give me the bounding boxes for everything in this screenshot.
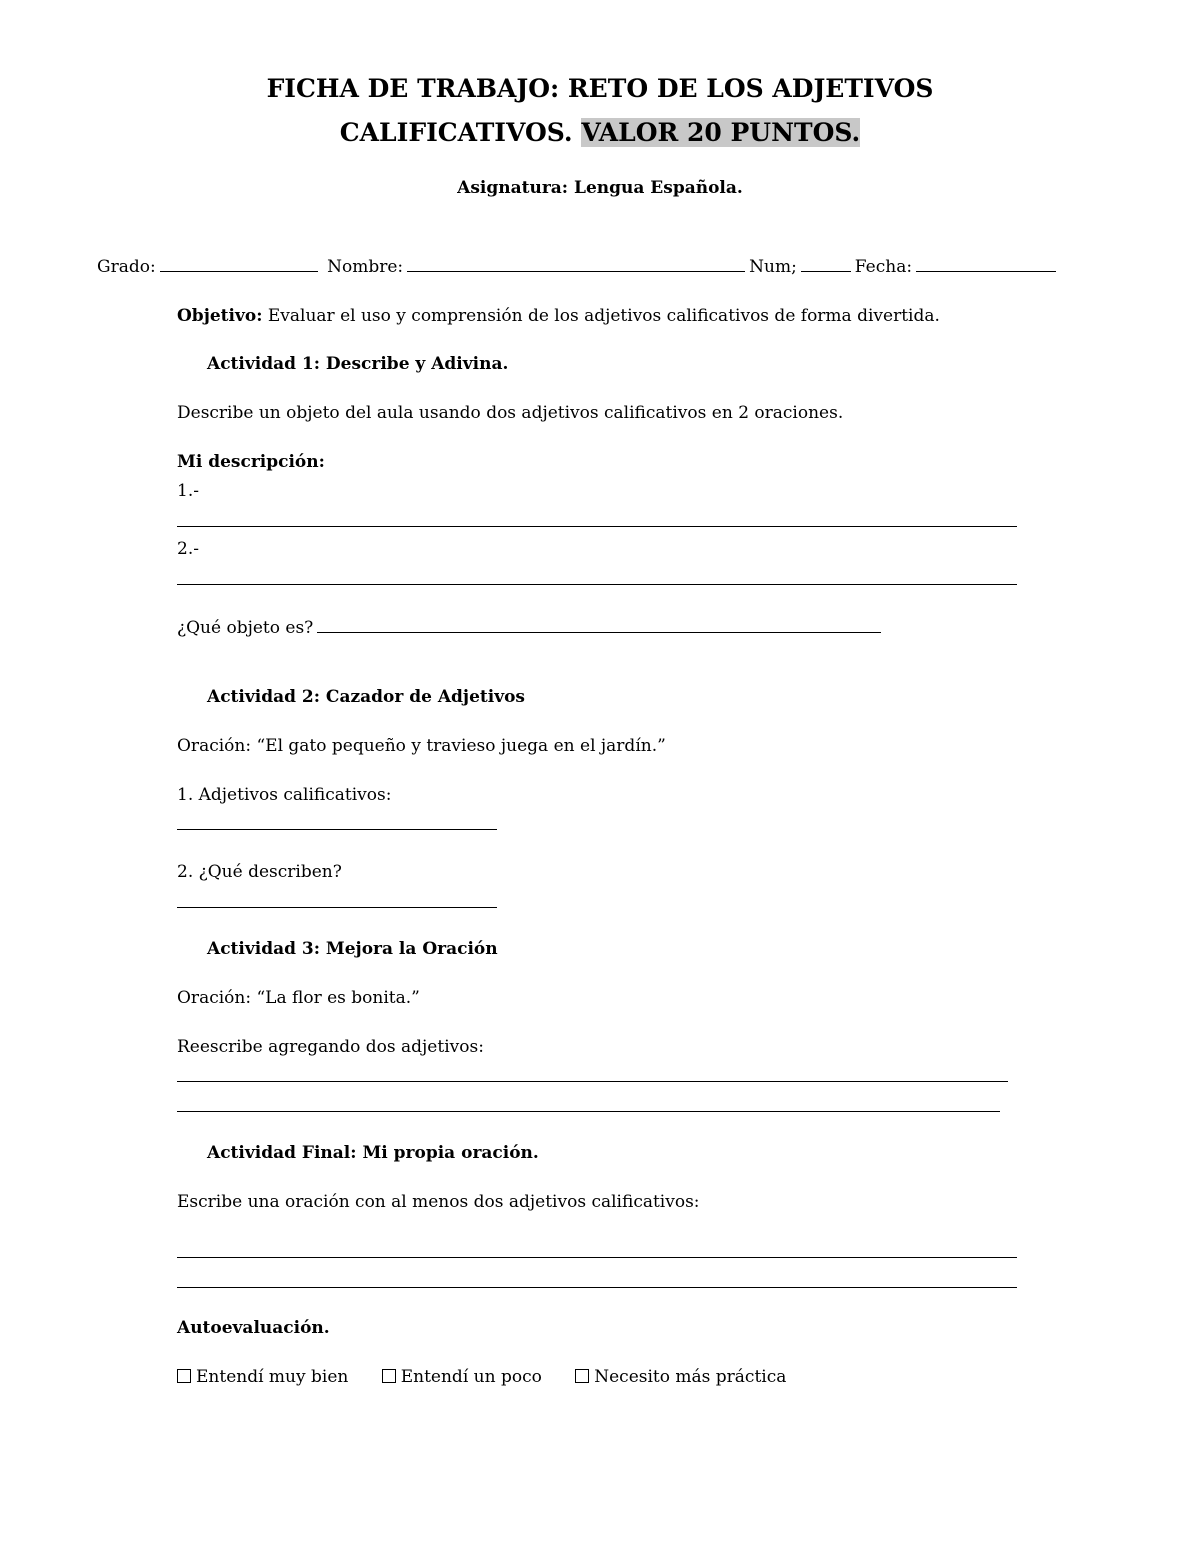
activity1-line-1[interactable] — [177, 526, 1017, 527]
title-line-2 — [0, 118, 1200, 148]
activity3-line-1[interactable] — [177, 1081, 1008, 1082]
title-line-1: FICHA DE TRABAJO: RETO DE LOS ADJETIVOS — [266, 74, 934, 103]
activity1-question — [177, 616, 885, 639]
activity1-title: Actividad 1: Describe y Adivina. — [207, 354, 509, 374]
activity1-question-text: ¿Qué objeto es? — [177, 618, 314, 638]
grado-blank[interactable] — [160, 255, 318, 272]
self-eval-options — [177, 1366, 814, 1388]
activity2-q2-line[interactable] — [177, 907, 497, 908]
fecha-blank[interactable] — [916, 255, 1056, 272]
activity1-desc-label: Mi descripción: — [177, 452, 325, 472]
activity3-sentence: Oración: “La flor es bonita.” — [177, 988, 420, 1008]
self-eval-option-3[interactable]: Necesito más práctica — [575, 1367, 786, 1387]
activity2-q1-line[interactable] — [177, 829, 497, 830]
checkbox-icon[interactable] — [575, 1369, 589, 1383]
nombre-label: Nombre: — [327, 257, 404, 277]
nombre-blank[interactable] — [407, 255, 745, 272]
grado-label: Grado: — [97, 257, 156, 277]
checkbox-icon[interactable] — [382, 1369, 396, 1383]
self-eval-option-1[interactable]: Entendí muy bien — [177, 1367, 348, 1387]
objective-text: Evaluar el uso y comprensión de los adjetivos calificativos de forma divertida. — [267, 306, 940, 326]
title-calificativos: CALIFICATIVOS. — [339, 118, 573, 147]
activity1-item1-label: 1.- — [177, 481, 199, 501]
activity1-answer-blank[interactable] — [317, 616, 881, 633]
self-eval-title: Autoevaluación. — [177, 1318, 330, 1338]
activity3-title: Actividad 3: Mejora la Oración — [207, 939, 498, 959]
activity2-sentence: Oración: “El gato pequeño y travieso juega en el jardín.” — [177, 736, 666, 756]
activity3-instruction: Reescribe agregando dos adjetivos: — [177, 1037, 484, 1057]
num-blank[interactable] — [801, 255, 851, 272]
checkbox-icon[interactable] — [177, 1369, 191, 1383]
student-fields-row — [97, 255, 1060, 278]
final-line-1[interactable] — [177, 1257, 1017, 1258]
self-eval-option-2[interactable]: Entendí un poco — [382, 1367, 542, 1387]
final-line-2[interactable] — [177, 1287, 1017, 1288]
objective-label: Objetivo: — [177, 306, 263, 326]
title-value-highlight: VALOR 20 PUNTOS. — [581, 118, 861, 147]
activity3-line-2[interactable] — [177, 1111, 1000, 1112]
objective — [177, 305, 940, 327]
activity2-q1: 1. Adjetivos calificativos: — [177, 785, 392, 805]
activity2-q2: 2. ¿Qué describen? — [177, 862, 342, 882]
final-activity-title: Actividad Final: Mi propia oración. — [207, 1143, 539, 1163]
subject-line: Asignatura: Lengua Española. — [457, 178, 743, 198]
fecha-label: Fecha: — [854, 257, 913, 277]
activity2-title: Actividad 2: Cazador de Adjetivos — [207, 687, 525, 707]
num-label: Num; — [749, 257, 797, 277]
activity1-item2-label: 2.- — [177, 539, 199, 559]
activity1-line-2[interactable] — [177, 584, 1017, 585]
final-activity-instruction: Escribe una oración con al menos dos adjetivos calificativos: — [177, 1192, 700, 1212]
activity1-instruction: Describe un objeto del aula usando dos adjetivos calificativos en 2 oraciones. — [177, 403, 844, 423]
